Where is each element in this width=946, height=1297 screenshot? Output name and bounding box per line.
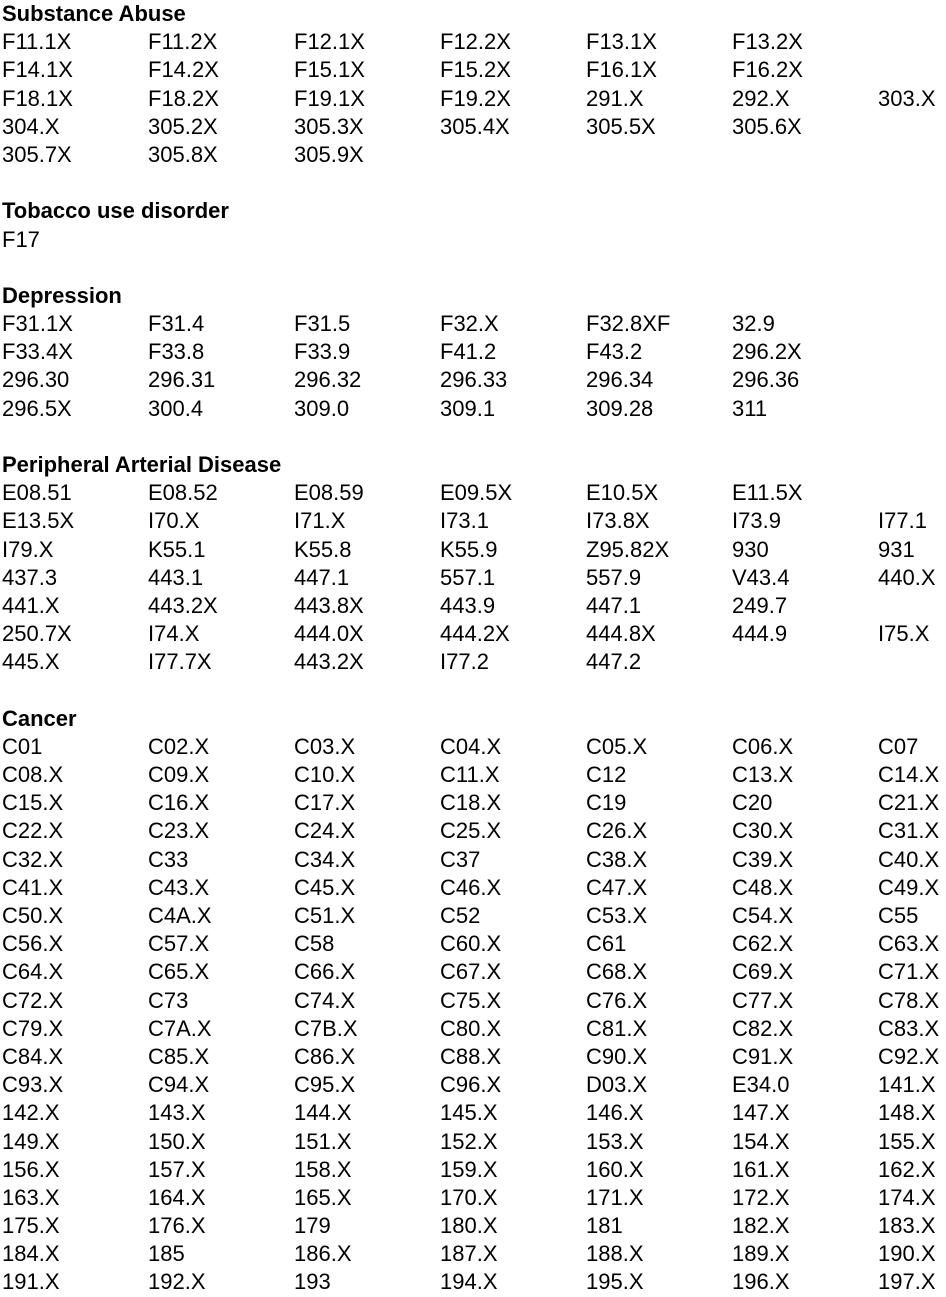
diagnosis-code: 194.X [440,1269,498,1295]
diagnosis-code: 142.X [2,1100,60,1126]
diagnosis-code: C55 [878,903,919,928]
diagnosis-code: 159.X [440,1156,498,1182]
code-row [2,85,946,113]
diagnosis-code: C38.X [586,846,648,872]
diagnosis-code: C16.X [148,790,210,816]
diagnosis-code: C24.X [294,818,356,844]
diagnosis-code: I77.2 [440,649,489,675]
diagnosis-code: 930 [732,536,769,562]
diagnosis-code: C50.X [2,903,64,928]
diagnosis-code: 444.8X [586,621,656,647]
diagnosis-code: C83.X [878,1015,940,1041]
diagnosis-code: 296.33 [440,367,508,393]
diagnosis-code: F14.1X [2,57,73,83]
diagnosis-code: 164.X [148,1184,206,1210]
diagnosis-code: E11.5X [732,480,803,506]
diagnosis-code: C34.X [294,846,356,872]
diagnosis-code: 305.4X [440,113,510,139]
diagnosis-code: 141.X [878,1072,936,1098]
diagnosis-code: 296.30 [2,367,70,393]
diagnosis-code: C03.X [294,733,356,759]
diagnosis-code: 154.X [732,1128,790,1154]
code-section [2,282,946,423]
diagnosis-code: C78.X [878,987,940,1013]
diagnosis-code: 309.1 [440,395,496,421]
diagnosis-code: 176.X [148,1213,206,1239]
diagnosis-code: 250.7X [2,621,72,647]
diagnosis-code: C76.X [586,987,648,1013]
diagnosis-code: F11.1X [2,29,72,55]
code-row [2,226,946,254]
diagnosis-code: C95.X [294,1072,356,1098]
diagnosis-code: C39.X [732,846,794,872]
diagnosis-code: C07 [878,733,919,759]
code-row [2,56,946,84]
diagnosis-code: C08.X [2,762,64,788]
diagnosis-code: 153.X [586,1128,644,1154]
diagnosis-code: 441.X [2,592,60,618]
diagnosis-code: C02.X [148,733,210,759]
diagnosis-code: 305.6X [732,113,802,139]
section-heading: Tobacco use disorder [2,198,229,224]
diagnosis-code: C81.X [586,1015,648,1041]
diagnosis-code: C04.X [440,733,502,759]
code-row [2,1099,946,1127]
diagnosis-code: 300.4 [148,395,204,421]
diagnosis-code: C72.X [2,987,64,1013]
code-row [2,1268,946,1296]
code-row [2,1071,946,1099]
diagnosis-code: 444.9 [732,621,788,647]
code-row [2,1184,946,1212]
code-row [2,733,946,761]
diagnosis-code: E09.5X [440,480,513,506]
diagnosis-code: 305.3X [294,113,364,139]
diagnosis-code: 157.X [148,1156,206,1182]
code-row [2,1043,946,1071]
diagnosis-code: 165.X [294,1184,352,1210]
diagnosis-code-document [2,0,946,1297]
diagnosis-code: C73 [148,987,189,1013]
diagnosis-code: C71.X [878,959,940,985]
diagnosis-code: F12.2X [440,29,511,55]
code-row [2,592,946,620]
diagnosis-code: F13.1X [586,29,657,55]
diagnosis-code: 443.9 [440,592,496,618]
diagnosis-code: 188.X [586,1241,644,1267]
diagnosis-code: C41.X [2,874,64,900]
diagnosis-code: 443.8X [294,592,364,618]
code-row [2,395,946,423]
diagnosis-code: C93.X [2,1072,64,1098]
diagnosis-code: 171.X [586,1184,644,1210]
code-section [2,451,946,677]
diagnosis-code: 304.X [2,113,60,139]
diagnosis-code: 445.X [2,649,60,675]
diagnosis-code: I73.9 [732,508,781,534]
diagnosis-code: F33.4X [2,339,73,365]
diagnosis-code: 444.2X [440,621,510,647]
diagnosis-code: 305.7X [2,141,72,167]
diagnosis-code: C60.X [440,931,502,957]
diagnosis-code: 447.2 [586,649,642,675]
diagnosis-code: C12 [586,762,627,788]
code-row [2,1156,946,1184]
diagnosis-code: C77.X [732,987,794,1013]
diagnosis-code: F15.1X [294,57,365,83]
diagnosis-code: C19 [586,790,627,816]
diagnosis-code: 305.2X [148,113,218,139]
diagnosis-code: F13.2X [732,29,803,55]
diagnosis-code: F33.9 [294,339,351,365]
diagnosis-code: I73.8X [586,508,650,534]
diagnosis-code: 182.X [732,1213,790,1239]
diagnosis-code: C68.X [586,959,648,985]
diagnosis-code: F16.1X [586,57,657,83]
diagnosis-code: 557.9 [586,564,642,590]
diagnosis-code: E08.51 [2,480,72,506]
diagnosis-code: C85.X [148,1043,210,1069]
code-row [2,310,946,338]
diagnosis-code: C05.X [586,733,648,759]
diagnosis-code: F12.1X [294,29,365,55]
diagnosis-code: C57.X [148,931,210,957]
code-row [2,1015,946,1043]
diagnosis-code: C64.X [2,959,64,985]
diagnosis-code: I71.X [294,508,346,534]
diagnosis-code: C10.X [294,762,356,788]
code-section [2,705,946,1297]
diagnosis-code: C62.X [732,931,794,957]
diagnosis-code: 179 [294,1213,331,1239]
diagnosis-code: 155.X [878,1128,936,1154]
diagnosis-code: 151.X [294,1128,352,1154]
diagnosis-code: F32.8XF [586,311,671,337]
diagnosis-code: C65.X [148,959,210,985]
diagnosis-code: 296.31 [148,367,216,393]
diagnosis-code: 189.X [732,1241,790,1267]
diagnosis-code: C4A.X [148,903,212,928]
section-heading: Peripheral Arterial Disease [2,452,282,477]
diagnosis-code: F18.1X [2,85,73,111]
diagnosis-code: C32.X [2,846,64,872]
diagnosis-code: 145.X [440,1100,498,1126]
code-row [2,338,946,366]
diagnosis-code: C40.X [878,846,940,872]
diagnosis-code: C94.X [148,1072,210,1098]
diagnosis-code: 170.X [440,1184,498,1210]
diagnosis-code: 143.X [148,1100,206,1126]
diagnosis-code: C20 [732,790,773,816]
diagnosis-code: C56.X [2,931,64,957]
diagnosis-code: V43.4 [732,564,790,590]
code-row [2,28,946,56]
diagnosis-code: 444.0X [294,621,364,647]
diagnosis-code: 305.9X [294,141,364,167]
diagnosis-code: 309.28 [586,395,654,421]
code-section [2,197,946,253]
diagnosis-code: 443.2X [294,649,364,675]
diagnosis-code: E34.0 [732,1072,790,1098]
diagnosis-code: C88.X [440,1043,502,1069]
diagnosis-code: C11.X [440,762,500,788]
diagnosis-code: 180.X [440,1213,498,1239]
diagnosis-code: 931 [878,536,915,562]
diagnosis-code: 152.X [440,1128,498,1154]
diagnosis-code: 174.X [878,1184,936,1210]
diagnosis-code: I79.X [2,536,54,562]
code-row [2,1128,946,1156]
diagnosis-code: C13.X [732,762,794,788]
code-row [2,846,946,874]
diagnosis-code: C30.X [732,818,794,844]
diagnosis-code: C74.X [294,987,356,1013]
diagnosis-code: F31.1X [2,311,73,337]
diagnosis-code: 309.0 [294,395,350,421]
section-heading: Cancer [2,705,77,731]
diagnosis-code: 191.X [2,1269,60,1295]
diagnosis-code: 161.X [732,1156,790,1182]
diagnosis-code: C61 [586,931,627,957]
diagnosis-code: 183.X [878,1213,936,1239]
diagnosis-code: C51.X [294,903,356,928]
diagnosis-code: C18.X [440,790,502,816]
diagnosis-code: C43.X [148,874,210,900]
diagnosis-code: F16.2X [732,57,803,83]
diagnosis-code: C84.X [2,1043,64,1069]
code-row [2,366,946,394]
diagnosis-code: C26.X [586,818,648,844]
diagnosis-code: 291.X [586,85,644,111]
diagnosis-code: 149.X [2,1128,60,1154]
diagnosis-code: 192.X [148,1269,206,1295]
diagnosis-code: 443.2X [148,592,218,618]
diagnosis-code: 147.X [732,1100,790,1126]
diagnosis-code: 296.34 [586,367,654,393]
diagnosis-code: F33.8 [148,339,205,365]
diagnosis-code: E10.5X [586,480,659,506]
diagnosis-code: C75.X [440,987,502,1013]
diagnosis-code: C92.X [878,1043,940,1069]
diagnosis-code: 296.2X [732,339,802,365]
code-row [2,648,946,676]
diagnosis-code: I70.X [148,508,200,534]
diagnosis-code: C80.X [440,1015,502,1041]
diagnosis-code: 305.5X [586,113,656,139]
diagnosis-code: F19.2X [440,85,511,111]
diagnosis-code: 305.8X [148,141,218,167]
code-row [2,1212,946,1240]
diagnosis-code: 146.X [586,1100,644,1126]
code-row [2,507,946,535]
diagnosis-code: C53.X [586,903,648,928]
code-section [2,0,946,169]
diagnosis-code: E08.52 [148,480,218,506]
diagnosis-code: I75.X [878,621,930,647]
diagnosis-code: C7B.X [294,1015,358,1041]
diagnosis-code: C49.X [878,874,940,900]
diagnosis-code: 175.X [2,1213,60,1239]
diagnosis-code: F19.1X [294,85,365,111]
diagnosis-code: C79.X [2,1015,64,1041]
code-row [2,113,946,141]
diagnosis-code: 196.X [732,1269,790,1295]
diagnosis-code: C23.X [148,818,210,844]
diagnosis-code: C45.X [294,874,356,900]
diagnosis-code: 148.X [878,1100,936,1126]
code-row [2,987,946,1015]
diagnosis-code: 163.X [2,1184,60,1210]
diagnosis-code: C7A.X [148,1015,212,1041]
diagnosis-code: C37 [440,846,481,872]
diagnosis-code: K55.9 [440,536,498,562]
code-row [2,930,946,958]
diagnosis-code: I77.7X [148,649,212,675]
diagnosis-code: 181 [586,1213,623,1239]
diagnosis-code: F41.2 [440,339,497,365]
section-heading: Substance Abuse [2,1,186,26]
code-row [2,874,946,902]
diagnosis-code: 158.X [294,1156,352,1182]
diagnosis-code: 195.X [586,1269,644,1295]
diagnosis-code: 187.X [440,1241,498,1267]
diagnosis-code: C22.X [2,818,64,844]
diagnosis-code: 193 [294,1269,331,1295]
diagnosis-code: F15.2X [440,57,511,83]
diagnosis-code: 190.X [878,1241,936,1267]
diagnosis-code: I74.X [148,621,200,647]
diagnosis-code: 447.1 [586,592,642,618]
diagnosis-code: C58 [294,931,335,957]
code-row [2,1240,946,1268]
diagnosis-code: 311 [732,395,768,421]
diagnosis-code: F18.2X [148,85,219,111]
diagnosis-code: 144.X [294,1100,352,1126]
diagnosis-code: C47.X [586,874,648,900]
diagnosis-code: F31.4 [148,311,205,337]
diagnosis-code: C52 [440,903,481,928]
diagnosis-code: 156.X [2,1156,60,1182]
diagnosis-code: C91.X [732,1043,794,1069]
diagnosis-code: C33 [148,846,189,872]
code-row [2,536,946,564]
diagnosis-code: F11.2X [148,29,218,55]
diagnosis-code: F14.2X [148,57,219,83]
diagnosis-code: Z95.82X [586,536,670,562]
diagnosis-code: C25.X [440,818,502,844]
diagnosis-code: C90.X [586,1043,648,1069]
diagnosis-code: 557.1 [440,564,496,590]
diagnosis-code: C46.X [440,874,502,900]
code-row [2,789,946,817]
diagnosis-code: C66.X [294,959,356,985]
diagnosis-code: 197.X [878,1269,936,1295]
code-row [2,479,946,507]
code-row [2,761,946,789]
diagnosis-code: K55.8 [294,536,352,562]
diagnosis-code: E08.59 [294,480,364,506]
diagnosis-code: C63.X [878,931,940,957]
diagnosis-code: 186.X [294,1241,352,1267]
diagnosis-code: 296.36 [732,367,800,393]
diagnosis-code: 303.X [878,85,936,111]
diagnosis-code: 150.X [148,1128,206,1154]
diagnosis-code: 437.3 [2,564,58,590]
diagnosis-code: F43.2 [586,339,643,365]
diagnosis-code: 172.X [732,1184,790,1210]
diagnosis-code: F31.5 [294,311,351,337]
diagnosis-code: F32.X [440,311,499,337]
section-heading: Depression [2,282,122,308]
diagnosis-code: C96.X [440,1072,502,1098]
code-row [2,902,946,930]
diagnosis-code: C82.X [732,1015,794,1041]
diagnosis-code: D03.X [586,1072,648,1098]
diagnosis-code: C31.X [878,818,940,844]
diagnosis-code: 162.X [878,1156,936,1182]
code-row [2,620,946,648]
code-row [2,564,946,592]
diagnosis-code: 292.X [732,85,790,111]
diagnosis-code: 184.X [2,1241,60,1267]
diagnosis-code: C86.X [294,1043,356,1069]
diagnosis-code: I77.1 [878,508,927,534]
diagnosis-code: 296.32 [294,367,362,393]
diagnosis-code: C67.X [440,959,502,985]
diagnosis-code: C01 [2,733,43,759]
diagnosis-code: C14.X [878,762,940,788]
diagnosis-code: C17.X [294,790,356,816]
diagnosis-code: I73.1 [440,508,489,534]
diagnosis-code: F17 [2,226,40,252]
code-row [2,817,946,845]
diagnosis-code: 296.5X [2,395,72,421]
diagnosis-code: 447.1 [294,564,350,590]
diagnosis-code: C15.X [2,790,64,816]
diagnosis-code: 443.1 [148,564,204,590]
code-row [2,141,946,169]
diagnosis-code: 440.X [878,564,936,590]
diagnosis-code: C09.X [148,762,210,788]
code-row [2,958,946,986]
diagnosis-code: C06.X [732,733,794,759]
diagnosis-code: K55.1 [148,536,206,562]
diagnosis-code: C48.X [732,874,794,900]
diagnosis-code: 185 [148,1241,185,1267]
diagnosis-code: 32.9 [732,311,775,337]
diagnosis-code: 249.7 [732,592,788,618]
diagnosis-code: C69.X [732,959,794,985]
diagnosis-code: E13.5X [2,508,75,534]
diagnosis-code: C21.X [878,790,940,816]
diagnosis-code: C54.X [732,903,794,928]
diagnosis-code: 160.X [586,1156,644,1182]
